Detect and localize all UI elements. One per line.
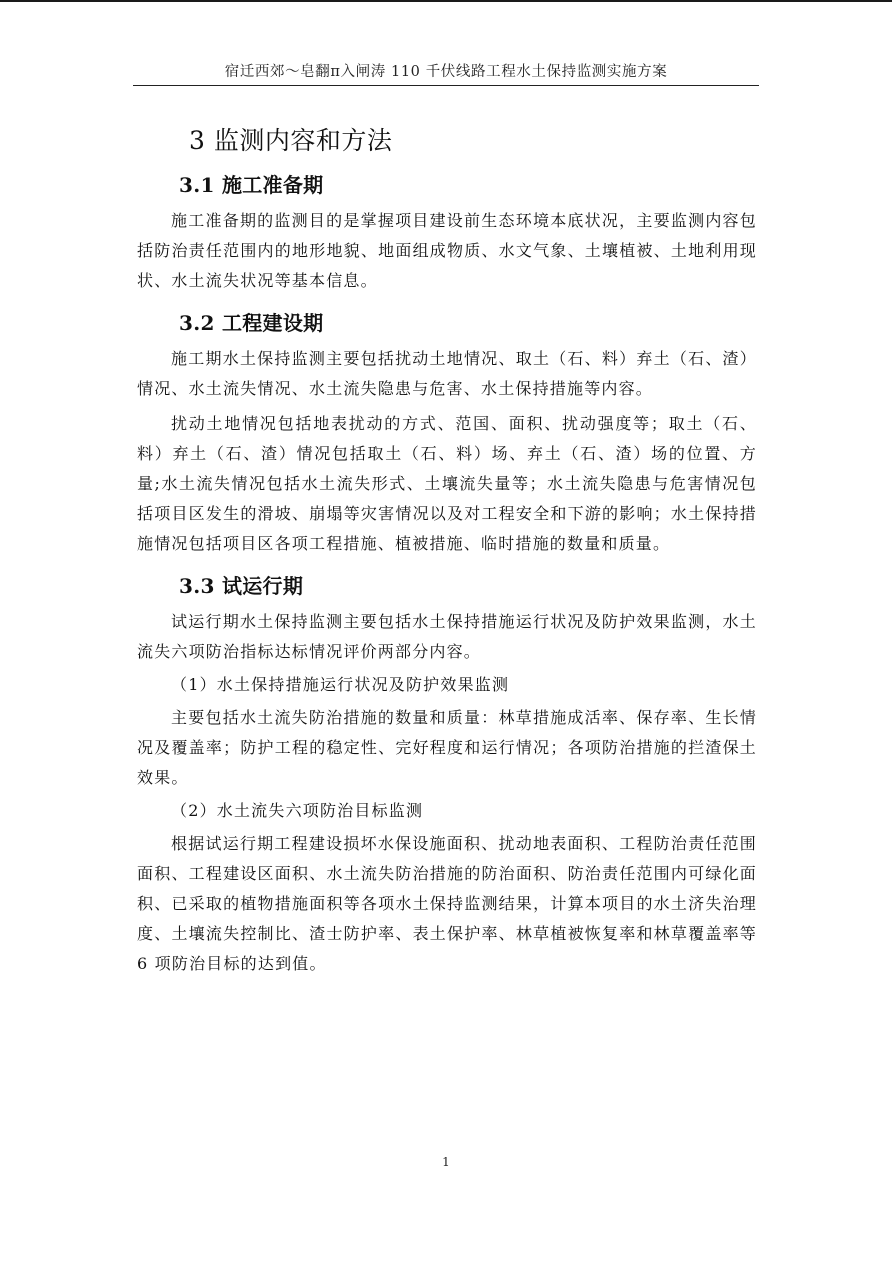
subsection-heading: （2）水土流失六项防治目标监测 — [171, 801, 424, 820]
page-number: 1 — [442, 1155, 450, 1169]
paragraph: 施工准备期的监测目的是掌握项目建设前生态环境本底状况，主要监测内容包括防治责任范围内的地形地貌、地面组成物质、水文气象、土壤植被、土地利用现状、水土流失状况等基本信息。 — [137, 211, 757, 290]
paragraph: 施工期水土保持监测主要包括扰动土地情况、取土（石、料）弃土（石、渣）情况、水土流失情况、水土流失隐患与危害、水土保持措施等内容。 — [137, 349, 757, 398]
header-rule — [133, 85, 759, 86]
section-heading-3-3: 3.3 试运行期 — [179, 574, 304, 598]
section-heading-3-2: 3.2 工程建设期 — [179, 311, 324, 335]
section-heading-3-1: 3.1 施工准备期 — [179, 173, 324, 197]
paragraph: 扰动土地情况包括地表扰动的方式、范国、面积、扰动强度等；取土（石、料）弃土（石、渣）情况包括取土（石、料）场、弃土（石、渣）场的位置、方量;水土流失情况包括水土流失形式、土壤流失量等；水土流失隐患与危害情况包括项目区发生的滑坡、崩塌等灾害情况以及对工程安全和下游的影响；水土保持措施情况包括项目区各项工程措施、植被措施、临时措施的数量和质量。 — [137, 414, 757, 553]
paragraph: 主要包括水土流失防治措施的数量和质量：林草措施成活率、保存率、生长情况及覆盖率；防护工程的稳定性、完好程度和运行情况；各项防治措施的拦渣保土效果。 — [137, 708, 757, 787]
subsection-heading: （1）水土保持措施运行状况及防护效果监测 — [171, 675, 510, 694]
page-body — [137, 118, 757, 984]
running-header: 宿迁西郊～皂翻π入闸涛 110 千伏线路工程水土保持监测实施方案 — [224, 64, 668, 80]
top-border-rule — [0, 0, 892, 2]
chapter-title: 3 监测内容和方法 — [189, 126, 393, 155]
paragraph: 试运行期水土保持监测主要包括水土保持措施运行状况及防护效果监测，水土流失六项防治指标达标情况评价两部分内容。 — [137, 612, 757, 661]
paragraph: 根据试运行期工程建设损坏水保设施面积、扰动地表面积、工程防治责任范围面积、工程建设区面积、水土流失防治措施的防治面积、防治责任范围内可绿化面积、已采取的植物措施面积等各项水土保持监测结果，计算本项目的水土济失治理度、土壤流失控制比、渣士防护率、表土保护率、林草植被恢复率和林草覆盖率等 6 项防治目标的达到值。 — [137, 834, 757, 973]
